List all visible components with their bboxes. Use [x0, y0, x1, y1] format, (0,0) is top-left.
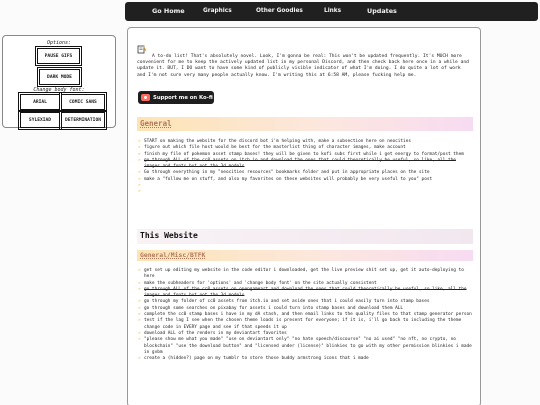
task-item: » test if the lag I see when the chosen theme loads is present for everyone; if it is, i'll go back to including the theme change code in EVERY page and see if that speeds it up: [138, 318, 474, 331]
task-item: » go through ALL of the cc0 assets on itch.io and download the ones that could theoretically be useful, so like, all the images and fonts but not the 3d models: [138, 158, 474, 171]
website-task-list: [138, 268, 474, 362]
coffee-cup-icon: [141, 94, 150, 101]
options-panel: [2, 35, 116, 128]
task-item: » get set up editing my website in the code editor i downloaded, get the live preview shit set up, get it auto-deploying to here: [138, 268, 474, 281]
task-item: » download ALL of the renders in my deviantart favorites: [138, 331, 474, 337]
task-item: » make the subheaders for 'options' and 'change body font' on the site actually consistent: [138, 281, 474, 287]
section-title-general: General: [140, 119, 172, 128]
task-item: » figure out which file host would be best for the masterlist thing of character images, make account: [138, 145, 474, 151]
dark-mode-button[interactable]: DARK MODE: [39, 69, 80, 85]
section-header-website: [137, 229, 473, 244]
task-item: » go through ALL of the cc0 assets on opengameart and download the ones that could theoretically be useful, so like, all the images and fonts but not the 3d models: [138, 287, 474, 300]
nav-link-home[interactable]: Go Home: [152, 7, 185, 15]
subsection-title-misc: General/Misc/BTFK: [140, 251, 206, 259]
section-header-general: [137, 117, 473, 131]
pause-gifs-button[interactable]: PAUSE GIFS: [37, 48, 80, 64]
task-item: » START on making the website for the discord bot i'm helping with, make a subsection here on neocities: [138, 139, 474, 145]
options-title: Options:: [46, 40, 72, 46]
font-sylexiad-button[interactable]: SYLEXIAD: [20, 112, 60, 128]
top-nav: [125, 2, 538, 21]
kofi-label: Support me on Ko-fi: [153, 94, 213, 101]
subsection-header-misc: [137, 250, 473, 261]
task-item: » go through my folder of cc0 assets from itch.io and set aside ones that i could easily turn into stamp bases: [138, 299, 474, 305]
task-item: » go through some searches on pixabay for assets i could turn into stamp bases and download them ALL: [138, 306, 474, 312]
font-determination-button[interactable]: DETERMINATION: [61, 112, 105, 128]
task-item: » Go through everything in my "neocities resources" bookmarks folder and put in appropriate places on the site: [138, 170, 474, 176]
task-item: » complete the cc0 stamp bases i have in my dA stash, and then email links to the quality files to that stamp generator person: [138, 312, 474, 318]
font-arial-button[interactable]: ARIAL: [20, 94, 60, 110]
nav-link-graphics[interactable]: Graphics: [203, 8, 232, 14]
task-item: » "please show me what you made" "use on deviantart only" "no hate speech/discourse" "no ai used" "no nft, no crypto, no blockchain" "use the download button" and "licensed under (license)" blinkies to go with my other permission blinkies i made in gvbm: [138, 337, 474, 356]
nav-link-updates[interactable]: Updates: [367, 7, 397, 15]
task-item: » finish my file of pokemon asset stamp bases! they will be given to kofi subs first while i get energy to format/post them: [138, 152, 474, 158]
font-comic-sans-button[interactable]: COMIC SANS: [61, 94, 105, 110]
todo-main-panel: [127, 27, 481, 405]
notepad-icon: [137, 44, 147, 54]
nav-link-other-goodies[interactable]: Other Goodies: [256, 8, 303, 14]
section-title-website: This Website: [140, 231, 198, 240]
general-task-list: [138, 139, 474, 196]
task-item: » create a (hidden?) page on my tumblr to store those buddy armstrong icons that i made: [138, 356, 474, 362]
change-font-label: Change body font:: [33, 87, 85, 93]
task-item: [138, 189, 474, 195]
intro-text: A to-do list! That's absolutely novel. Look, I'm gonna be real: This won't be updated frequently. It's MUCH more convenient for me to keep the actively updated list in my personal Discord, and then check back here once in a while and update it. BUT, I DO want to have some kind of publicly visible indicator of what I'm doing. I do quite a lot of work and I'm not sure very many people actually know. I'm writing this at 6:58 AM, please fucking help me.: [137, 54, 469, 78]
kofi-support-button[interactable]: [138, 91, 214, 104]
nav-link-links[interactable]: Links: [324, 8, 342, 14]
task-item: » make a "follow me on stuff, and also my favorites on these websites will probably be very useful to you" post: [138, 177, 474, 183]
